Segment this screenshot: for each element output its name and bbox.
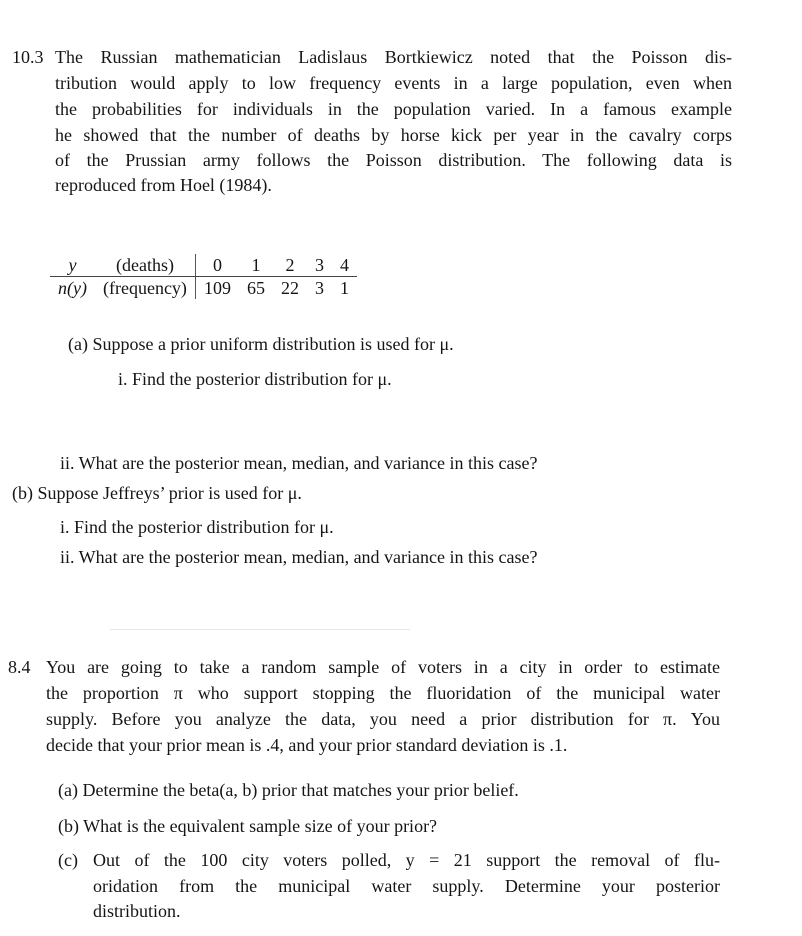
subquestion-c-line: Out of the 100 city voters polled, y = 21 support the removal of flu- xyxy=(93,850,720,870)
cell: 4 xyxy=(332,254,357,277)
cell: 1 xyxy=(239,254,273,277)
cell: 2 xyxy=(273,254,307,277)
problem-text-line: decide that your prior mean is .4, and your prior standard deviation is .1. xyxy=(46,735,568,755)
cell: 65 xyxy=(246,278,265,298)
subquestion-a-i: i. Find the posterior distribution for μ. xyxy=(118,369,392,389)
subquestion-a: (a) Suppose a prior uniform distribution is used for μ. xyxy=(68,334,454,354)
subquestion-b-ii: ii. What are the posterior mean, median, and variance in this case? xyxy=(60,547,538,567)
problem-text-line: The Russian mathematician Ladislaus Bortkiewicz noted that the Poisson dis- xyxy=(55,47,732,67)
cell: 3 xyxy=(314,278,324,298)
problem-text-line: tribution would apply to low frequency events in a large population, even when xyxy=(55,73,732,93)
scan-artifact-line xyxy=(110,629,410,630)
cell: 0 xyxy=(195,254,239,277)
row-label: (frequency) xyxy=(95,277,195,300)
problem-text-line: reproduced from Hoel (1984). xyxy=(55,175,272,195)
symbol: n(y) xyxy=(58,278,87,298)
problem-text-line: he showed that the number of deaths by horse kick per year in the cavalry corps xyxy=(55,125,732,145)
subquestion-a: (a) Determine the beta(a, b) prior that matches your prior belief. xyxy=(58,780,519,800)
row-label: (deaths) xyxy=(95,254,195,277)
subquestion-b: (b) Suppose Jeffreys’ prior is used for μ. xyxy=(12,483,302,503)
problem-text-line: supply. Before you analyze the data, you need a prior distribution for π. You xyxy=(46,709,720,729)
table-row xyxy=(50,277,357,300)
cell: 22 xyxy=(280,278,299,298)
cell: 3 xyxy=(307,254,332,277)
subquestion-a-ii: ii. What are the posterior mean, median, and variance in this case? xyxy=(60,453,538,473)
horse-kick-data-table xyxy=(50,254,357,299)
symbol: y xyxy=(68,255,77,275)
subquestion-b: (b) What is the equivalent sample size of your prior? xyxy=(58,816,438,836)
subquestion-c-line: oridation from the municipal water supply. Determine your posterior xyxy=(93,876,720,896)
problem-number: 8.4 xyxy=(8,657,31,677)
subquestion-c-label: (c) xyxy=(58,850,78,870)
problem-text-line: of the Prussian army follows the Poisson distribution. The following data is xyxy=(55,150,732,170)
cell: 109 xyxy=(203,278,231,298)
problem-text-line: the proportion π who support stopping the fluoridation of the municipal water xyxy=(46,683,720,703)
problem-number: 10.3 xyxy=(12,47,44,67)
problem-text-line: the probabilities for individuals in the population varied. In a famous example xyxy=(55,99,732,119)
subquestion-c-line: distribution. xyxy=(93,901,181,921)
subquestion-b-i: i. Find the posterior distribution for μ. xyxy=(60,517,334,537)
cell: 1 xyxy=(339,278,349,298)
problem-text-line: You are going to take a random sample of voters in a city in order to estimate xyxy=(46,657,720,677)
table-row xyxy=(50,254,357,277)
